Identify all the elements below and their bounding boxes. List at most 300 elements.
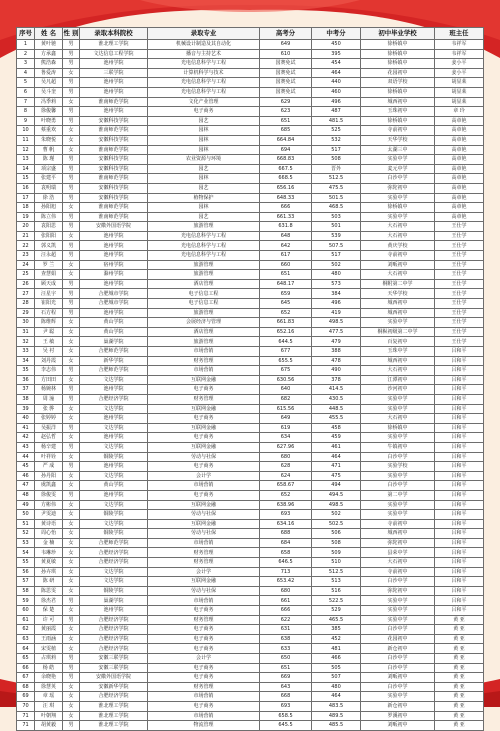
- cell-teacher: 高章艳: [435, 212, 484, 222]
- cell-name: 韦琳珍: [35, 548, 63, 558]
- cell-zhongkao-score: 466: [312, 654, 361, 664]
- table-row: [17, 203, 484, 213]
- cell-name: 汪永超: [35, 251, 63, 261]
- cell-university: 三联学院: [80, 68, 148, 78]
- cell-zhongkao-score: 460: [312, 87, 361, 97]
- cell-gaokao-score: 631: [260, 625, 312, 635]
- cell-zhongkao-score: 晋外: [312, 164, 361, 174]
- cell-major: 园林: [148, 174, 260, 184]
- cell-teacher: 王仕学: [435, 279, 484, 289]
- cell-name: 虞凯鑫: [35, 481, 63, 491]
- cell-teacher: 王仕学: [435, 327, 484, 337]
- cell-index: 7: [17, 97, 35, 107]
- cell-gaokao-score: 685: [260, 126, 312, 136]
- cell-university: 滁州学院: [80, 270, 148, 280]
- cell-gender: 女: [63, 452, 80, 462]
- table-row: [17, 394, 484, 404]
- cell-major: 互联网金融: [148, 577, 260, 587]
- cell-index: 57: [17, 577, 35, 587]
- cell-major: 财务管理: [148, 548, 260, 558]
- cell-name: 叶晓勇: [35, 116, 63, 126]
- cell-major: 电子商务: [148, 644, 260, 654]
- table-row: [17, 260, 484, 270]
- cell-university: 安徽科技学院: [80, 116, 148, 126]
- cell-gaokao-score: 644.5: [260, 337, 312, 347]
- cell-gaokao-score: 664.84: [260, 135, 312, 145]
- cell-gaokao-score: 693: [260, 510, 312, 520]
- cell-teacher: 胡显莱: [435, 97, 484, 107]
- cell-index: 63: [17, 634, 35, 644]
- cell-index: 55: [17, 558, 35, 568]
- cell-zhongkao-score: 494: [312, 481, 361, 491]
- cell-middle-school: 沙河初中: [361, 385, 435, 395]
- cell-middle-school: 城西初中: [361, 529, 435, 539]
- cell-gender: 女: [63, 711, 80, 721]
- cell-index: 30: [17, 318, 35, 328]
- cell-index: 50: [17, 510, 35, 520]
- table-row: [17, 606, 484, 616]
- cell-teacher: 吕和平: [435, 433, 484, 443]
- cell-major: 文化产业管理: [148, 97, 260, 107]
- cell-teacher: 吕和平: [435, 366, 484, 376]
- cell-university: 合肥师范学院: [80, 538, 148, 548]
- cell-name: 蔡重欢: [35, 126, 63, 136]
- table-row: [17, 577, 484, 587]
- cell-university: 池州学院: [80, 606, 148, 616]
- cell-teacher: 黄 亚: [435, 673, 484, 683]
- cell-teacher: 王仕学: [435, 241, 484, 251]
- cell-gender: 女: [63, 644, 80, 654]
- cell-middle-school: 天华学校: [361, 135, 435, 145]
- cell-zhongkao-score: 522.5: [312, 596, 361, 606]
- cell-gaokao-score: 649: [260, 40, 312, 50]
- table-row: [17, 87, 484, 97]
- cell-gender: 女: [63, 318, 80, 328]
- table-row: [17, 711, 484, 721]
- cell-teacher: 吕和平: [435, 606, 484, 616]
- cell-major: 财务管理: [148, 394, 260, 404]
- cell-zhongkao-score: 385: [312, 625, 361, 635]
- cell-university: 淮南师范学院: [80, 97, 148, 107]
- cell-major: 旅游管理: [148, 337, 260, 347]
- cell-gender: 女: [63, 347, 80, 357]
- cell-major: 电子商务: [148, 433, 260, 443]
- cell-gaokao-score: 668.83: [260, 155, 312, 165]
- table-row: [17, 107, 484, 117]
- cell-gender: 女: [63, 404, 80, 414]
- table-row: [17, 337, 484, 347]
- cell-index: 10: [17, 126, 35, 136]
- cell-university: 安徽三联学院: [80, 654, 148, 664]
- cell-index: 27: [17, 289, 35, 299]
- cell-university: 池州学院: [80, 59, 148, 69]
- cell-gaokao-score: 659: [260, 289, 312, 299]
- cell-index: 52: [17, 529, 35, 539]
- cell-middle-school: 徐桥镇中: [361, 203, 435, 213]
- cell-middle-school: 桐枞初级第二中学: [361, 327, 435, 337]
- cell-middle-school: 弥陀初中: [361, 586, 435, 596]
- cell-major: 市场营销: [148, 366, 260, 376]
- cell-middle-school: 黄庆学校: [361, 241, 435, 251]
- cell-teacher: 高章艳: [435, 135, 484, 145]
- cell-middle-school: 寺前初中: [361, 126, 435, 136]
- table-row: [17, 385, 484, 395]
- cell-major: 劳动与社保: [148, 452, 260, 462]
- cell-gaokao-score: 629: [260, 97, 312, 107]
- cell-name: 汪星宇: [35, 289, 63, 299]
- table-row: [17, 155, 484, 165]
- cell-major: 互联网金融: [148, 375, 260, 385]
- col-header-gaokao: 高考分: [260, 28, 312, 40]
- cell-gaokao-score: 675: [260, 366, 312, 376]
- cell-gender: 男: [63, 654, 80, 664]
- cell-name: 杨 皓: [35, 663, 63, 673]
- table-row: [17, 145, 484, 155]
- cell-name: 余晓艳: [35, 673, 63, 683]
- cell-middle-school: 实验中学: [361, 433, 435, 443]
- cell-teacher: 胡显莱: [435, 78, 484, 88]
- cell-major: 电子商务: [148, 462, 260, 472]
- cell-index: 8: [17, 107, 35, 117]
- cell-middle-school: 玉珠中学: [361, 347, 435, 357]
- cell-gender: 女: [63, 145, 80, 155]
- cell-university: 文达学院: [80, 577, 148, 587]
- cell-teacher: 高章艳: [435, 193, 484, 203]
- cell-name: 赵弘哲: [35, 433, 63, 443]
- cell-teacher: 吕和平: [435, 462, 484, 472]
- table-row: [17, 183, 484, 193]
- cell-name: 顾天成: [35, 279, 63, 289]
- cell-university: 池州学院: [80, 433, 148, 443]
- cell-university: 安徽科技学院: [80, 135, 148, 145]
- cell-index: 25: [17, 270, 35, 280]
- table-row: [17, 231, 484, 241]
- cell-gender: 男: [63, 279, 80, 289]
- cell-name: 金 楠: [35, 538, 63, 548]
- table-row: [17, 529, 484, 539]
- cell-gaokao-score: 693: [260, 701, 312, 711]
- cell-gender: 女: [63, 625, 80, 635]
- cell-middle-school: 弥陀初中: [361, 538, 435, 548]
- cell-zhongkao-score: 454: [312, 59, 361, 69]
- cell-major: 电子商务: [148, 107, 260, 117]
- cell-gaokao-score: 622: [260, 615, 312, 625]
- cell-zhongkao-score: 502: [312, 260, 361, 270]
- cell-index: 60: [17, 606, 35, 616]
- col-header-major: 录取专业: [148, 28, 260, 40]
- cell-name: 方田田: [35, 375, 63, 385]
- cell-teacher: 黄 亚: [435, 615, 484, 625]
- cell-teacher: 胡显莱: [435, 87, 484, 97]
- table-row: [17, 500, 484, 510]
- cell-zhongkao-score: 480: [312, 682, 361, 692]
- cell-middle-school: 实验中学: [361, 500, 435, 510]
- cell-university: 安徽外国语学院: [80, 673, 148, 683]
- cell-index: 6: [17, 87, 35, 97]
- cell-teacher: 吕和平: [435, 394, 484, 404]
- cell-zhongkao-score: 539: [312, 231, 361, 241]
- cell-middle-school: 徐桥镇中: [361, 40, 435, 50]
- cell-middle-school: 徐桥镇中: [361, 423, 435, 433]
- cell-teacher: 吕和平: [435, 596, 484, 606]
- cell-index: 21: [17, 231, 35, 241]
- cell-teacher: 吕和平: [435, 500, 484, 510]
- table-row: [17, 279, 484, 289]
- col-header-name: 姓 名: [35, 28, 63, 40]
- cell-major: 园艺: [148, 116, 260, 126]
- cell-teacher: 王仕学: [435, 251, 484, 261]
- cell-gaokao-score: 651: [260, 270, 312, 280]
- cell-university: 池州学院: [80, 385, 148, 395]
- table-row: [17, 433, 484, 443]
- cell-gender: 男: [63, 423, 80, 433]
- cell-major: 光电信息科学与工程: [148, 231, 260, 241]
- cell-gaokao-score: 682: [260, 394, 312, 404]
- cell-index: 69: [17, 692, 35, 702]
- cell-university: 宿州学院: [80, 260, 148, 270]
- cell-middle-school: 实验中学: [361, 318, 435, 328]
- cell-zhongkao-score: 498.5: [312, 500, 361, 510]
- cell-university: 文达学院: [80, 404, 148, 414]
- table-row: [17, 347, 484, 357]
- cell-gaokao-score: 660: [260, 260, 312, 270]
- cell-name: 王 敏: [35, 337, 63, 347]
- table-row: [17, 538, 484, 548]
- cell-university: 安徽新华学院: [80, 682, 148, 692]
- cell-major: 电子商务: [148, 490, 260, 500]
- cell-name: 袁明瑞: [35, 183, 63, 193]
- cell-gender: 男: [63, 462, 80, 472]
- cell-major: 互联网金融: [148, 404, 260, 414]
- cell-middle-school: 大石初中: [361, 366, 435, 376]
- cell-university: 文达学院: [80, 567, 148, 577]
- cell-name: 徐 浩: [35, 193, 63, 203]
- cell-university: 巢湖学院: [80, 337, 148, 347]
- cell-index: 9: [17, 116, 35, 126]
- cell-teacher: 吕和平: [435, 452, 484, 462]
- cell-middle-school: 城西初中: [361, 308, 435, 318]
- cell-index: 48: [17, 490, 35, 500]
- cell-gender: 男: [63, 490, 80, 500]
- table-row: [17, 634, 484, 644]
- cell-gaokao-score: 617: [260, 251, 312, 261]
- cell-index: 42: [17, 433, 35, 443]
- cell-teacher: 吕和平: [435, 577, 484, 587]
- cell-zhongkao-score: 458: [312, 423, 361, 433]
- cell-gaokao-score: 630.56: [260, 375, 312, 385]
- cell-index: 34: [17, 356, 35, 366]
- cell-major: 光电信息科学与工程: [148, 87, 260, 97]
- cell-gender: 女: [63, 548, 80, 558]
- cell-university: 合肥师范学院: [80, 347, 148, 357]
- cell-middle-school: 白沙中学: [361, 625, 435, 635]
- cell-major: 劳动与社保: [148, 510, 260, 520]
- cell-middle-school: 牛镇初中: [361, 442, 435, 452]
- cell-zhongkao-score: 471: [312, 462, 361, 472]
- cell-teacher: 吕和平: [435, 519, 484, 529]
- cell-zhongkao-score: 465.5: [312, 615, 361, 625]
- cell-middle-school: 江潭初中: [361, 375, 435, 385]
- cell-name: 胡黄毅: [35, 721, 63, 731]
- cell-major: 电子商务: [148, 625, 260, 635]
- cell-zhongkao-score: 532: [312, 135, 361, 145]
- cell-middle-school: 城西初中: [361, 356, 435, 366]
- col-header-gender: 性 别: [63, 28, 80, 40]
- cell-university: 池州学院: [80, 107, 148, 117]
- cell-major: 园林: [148, 203, 260, 213]
- cell-gaokao-score: 634.16: [260, 519, 312, 529]
- cell-index: 59: [17, 596, 35, 606]
- cell-major: 园林: [148, 145, 260, 155]
- cell-middle-school: 实验中学: [361, 404, 435, 414]
- cell-name: 保 楚: [35, 606, 63, 616]
- cell-university: 淮南师范学院: [80, 203, 148, 213]
- cell-name: 郭义凯: [35, 241, 63, 251]
- cell-gaokao-score: 652: [260, 490, 312, 500]
- cell-name: 章 瑶: [35, 692, 63, 702]
- cell-university: 安徽三联学院: [80, 663, 148, 673]
- cell-zhongkao-score: 464: [312, 452, 361, 462]
- cell-gender: 女: [63, 558, 80, 568]
- cell-university: 池州学院: [80, 462, 148, 472]
- cell-gender: 男: [63, 59, 80, 69]
- cell-gender: 女: [63, 270, 80, 280]
- cell-teacher: 韦祥军: [435, 49, 484, 59]
- table-row: [17, 366, 484, 376]
- cell-major: 计算机科学与技术: [148, 68, 260, 78]
- cell-university: 黄山学院: [80, 481, 148, 491]
- cell-university: 池州学院: [80, 490, 148, 500]
- cell-name: 吴斗奎: [35, 87, 63, 97]
- cell-gender: 女: [63, 356, 80, 366]
- col-header-university: 录取本科院校: [80, 28, 148, 40]
- table-row: [17, 222, 484, 232]
- cell-index: 65: [17, 654, 35, 664]
- cell-gender: 男: [63, 663, 80, 673]
- cell-index: 20: [17, 222, 35, 232]
- cell-index: 41: [17, 423, 35, 433]
- cell-gender: 女: [63, 126, 80, 136]
- cell-index: 58: [17, 586, 35, 596]
- table-row: [17, 97, 484, 107]
- cell-zhongkao-score: 507: [312, 673, 361, 683]
- cell-gender: 男: [63, 308, 80, 318]
- cell-gaokao-score: 661.83: [260, 318, 312, 328]
- table-row: [17, 174, 484, 184]
- cell-name: 黄丽霞: [35, 625, 63, 635]
- cell-zhongkao-score: 508: [312, 538, 361, 548]
- cell-index: 68: [17, 682, 35, 692]
- table-row: [17, 423, 484, 433]
- cell-zhongkao-score: 483.5: [312, 701, 361, 711]
- cell-gaokao-score: 658.67: [260, 481, 312, 491]
- cell-middle-school: 弥陀初中: [361, 183, 435, 193]
- cell-major: 互联网金融: [148, 500, 260, 510]
- cell-major: 园艺: [148, 212, 260, 222]
- cell-major: 市场营销: [148, 692, 260, 702]
- cell-zhongkao-score: 506: [312, 529, 361, 539]
- cell-index: 45: [17, 462, 35, 472]
- cell-teacher: 高章艳: [435, 183, 484, 193]
- cell-teacher: 王仕学: [435, 308, 484, 318]
- cell-teacher: 姜小平: [435, 68, 484, 78]
- table-row: [17, 126, 484, 136]
- cell-zhongkao-score: 510: [312, 558, 361, 568]
- cell-index: 4: [17, 68, 35, 78]
- cell-name: 黄叶驰: [35, 40, 63, 50]
- admission-table: [16, 27, 484, 731]
- cell-gaokao-score: 610: [260, 49, 312, 59]
- cell-zhongkao-score: 475.5: [312, 183, 361, 193]
- cell-index: 31: [17, 327, 35, 337]
- cell-zhongkao-score: 459: [312, 433, 361, 443]
- cell-gender: 女: [63, 577, 80, 587]
- cell-university: 淮南师范学院: [80, 145, 148, 155]
- cell-gaokao-score: 643: [260, 682, 312, 692]
- cell-university: 安徽科技学院: [80, 183, 148, 193]
- cell-major: 劳动与社保: [148, 529, 260, 539]
- cell-middle-school: 实验中学: [361, 615, 435, 625]
- cell-major: 财务管理: [148, 615, 260, 625]
- cell-gender: 男: [63, 193, 80, 203]
- cell-middle-school: 太湖三中: [361, 145, 435, 155]
- cell-university: 文达学院: [80, 500, 148, 510]
- cell-gender: 女: [63, 231, 80, 241]
- cell-index: 51: [17, 519, 35, 529]
- cell-zhongkao-score: 479: [312, 337, 361, 347]
- cell-middle-school: 实验中学: [361, 394, 435, 404]
- cell-index: 62: [17, 625, 35, 635]
- cell-index: 29: [17, 308, 35, 318]
- table-row: [17, 40, 484, 50]
- cell-teacher: 章 玲: [435, 107, 484, 117]
- cell-zhongkao-score: 395: [312, 49, 361, 59]
- cell-major: 园林: [148, 126, 260, 136]
- cell-index: 71: [17, 721, 35, 731]
- table-row: [17, 356, 484, 366]
- cell-middle-school: 白沙中学: [361, 577, 435, 587]
- cell-gaokao-score: 633: [260, 644, 312, 654]
- cell-gaokao-score: 680: [260, 586, 312, 596]
- cell-gaokao-score: 666: [260, 606, 312, 616]
- table-row: [17, 644, 484, 654]
- table-row: [17, 135, 484, 145]
- cell-major: 市场营销: [148, 596, 260, 606]
- cell-gaokao-score: 688: [260, 529, 312, 539]
- cell-middle-school: 桐附第二中学: [361, 279, 435, 289]
- cell-teacher: 吕和平: [435, 347, 484, 357]
- cell-university: 池州学院: [80, 279, 148, 289]
- cell-major: 电子信息工程: [148, 299, 260, 309]
- cell-zhongkao-score: 464: [312, 692, 361, 702]
- cell-gender: 男: [63, 155, 80, 165]
- cell-middle-school: 徐桥镇中: [361, 49, 435, 59]
- cell-university: 合肥经济学院: [80, 548, 148, 558]
- cell-name: 陈思雯: [35, 586, 63, 596]
- cell-university: 安徽外国语学院: [80, 222, 148, 232]
- cell-university: 文达学院: [80, 442, 148, 452]
- cell-gaokao-score: 666: [260, 203, 312, 213]
- cell-gender: 男: [63, 385, 80, 395]
- cell-gender: 女: [63, 471, 80, 481]
- table-row: [17, 414, 484, 424]
- cell-zhongkao-score: 501: [312, 222, 361, 232]
- cell-university: 池州学院: [80, 241, 148, 251]
- cell-name: 张阳阳: [35, 231, 63, 241]
- cell-major: 光电信息科学与工程: [148, 241, 260, 251]
- cell-teacher: 王仕学: [435, 260, 484, 270]
- cell-middle-school: 刘畈初中: [361, 260, 435, 270]
